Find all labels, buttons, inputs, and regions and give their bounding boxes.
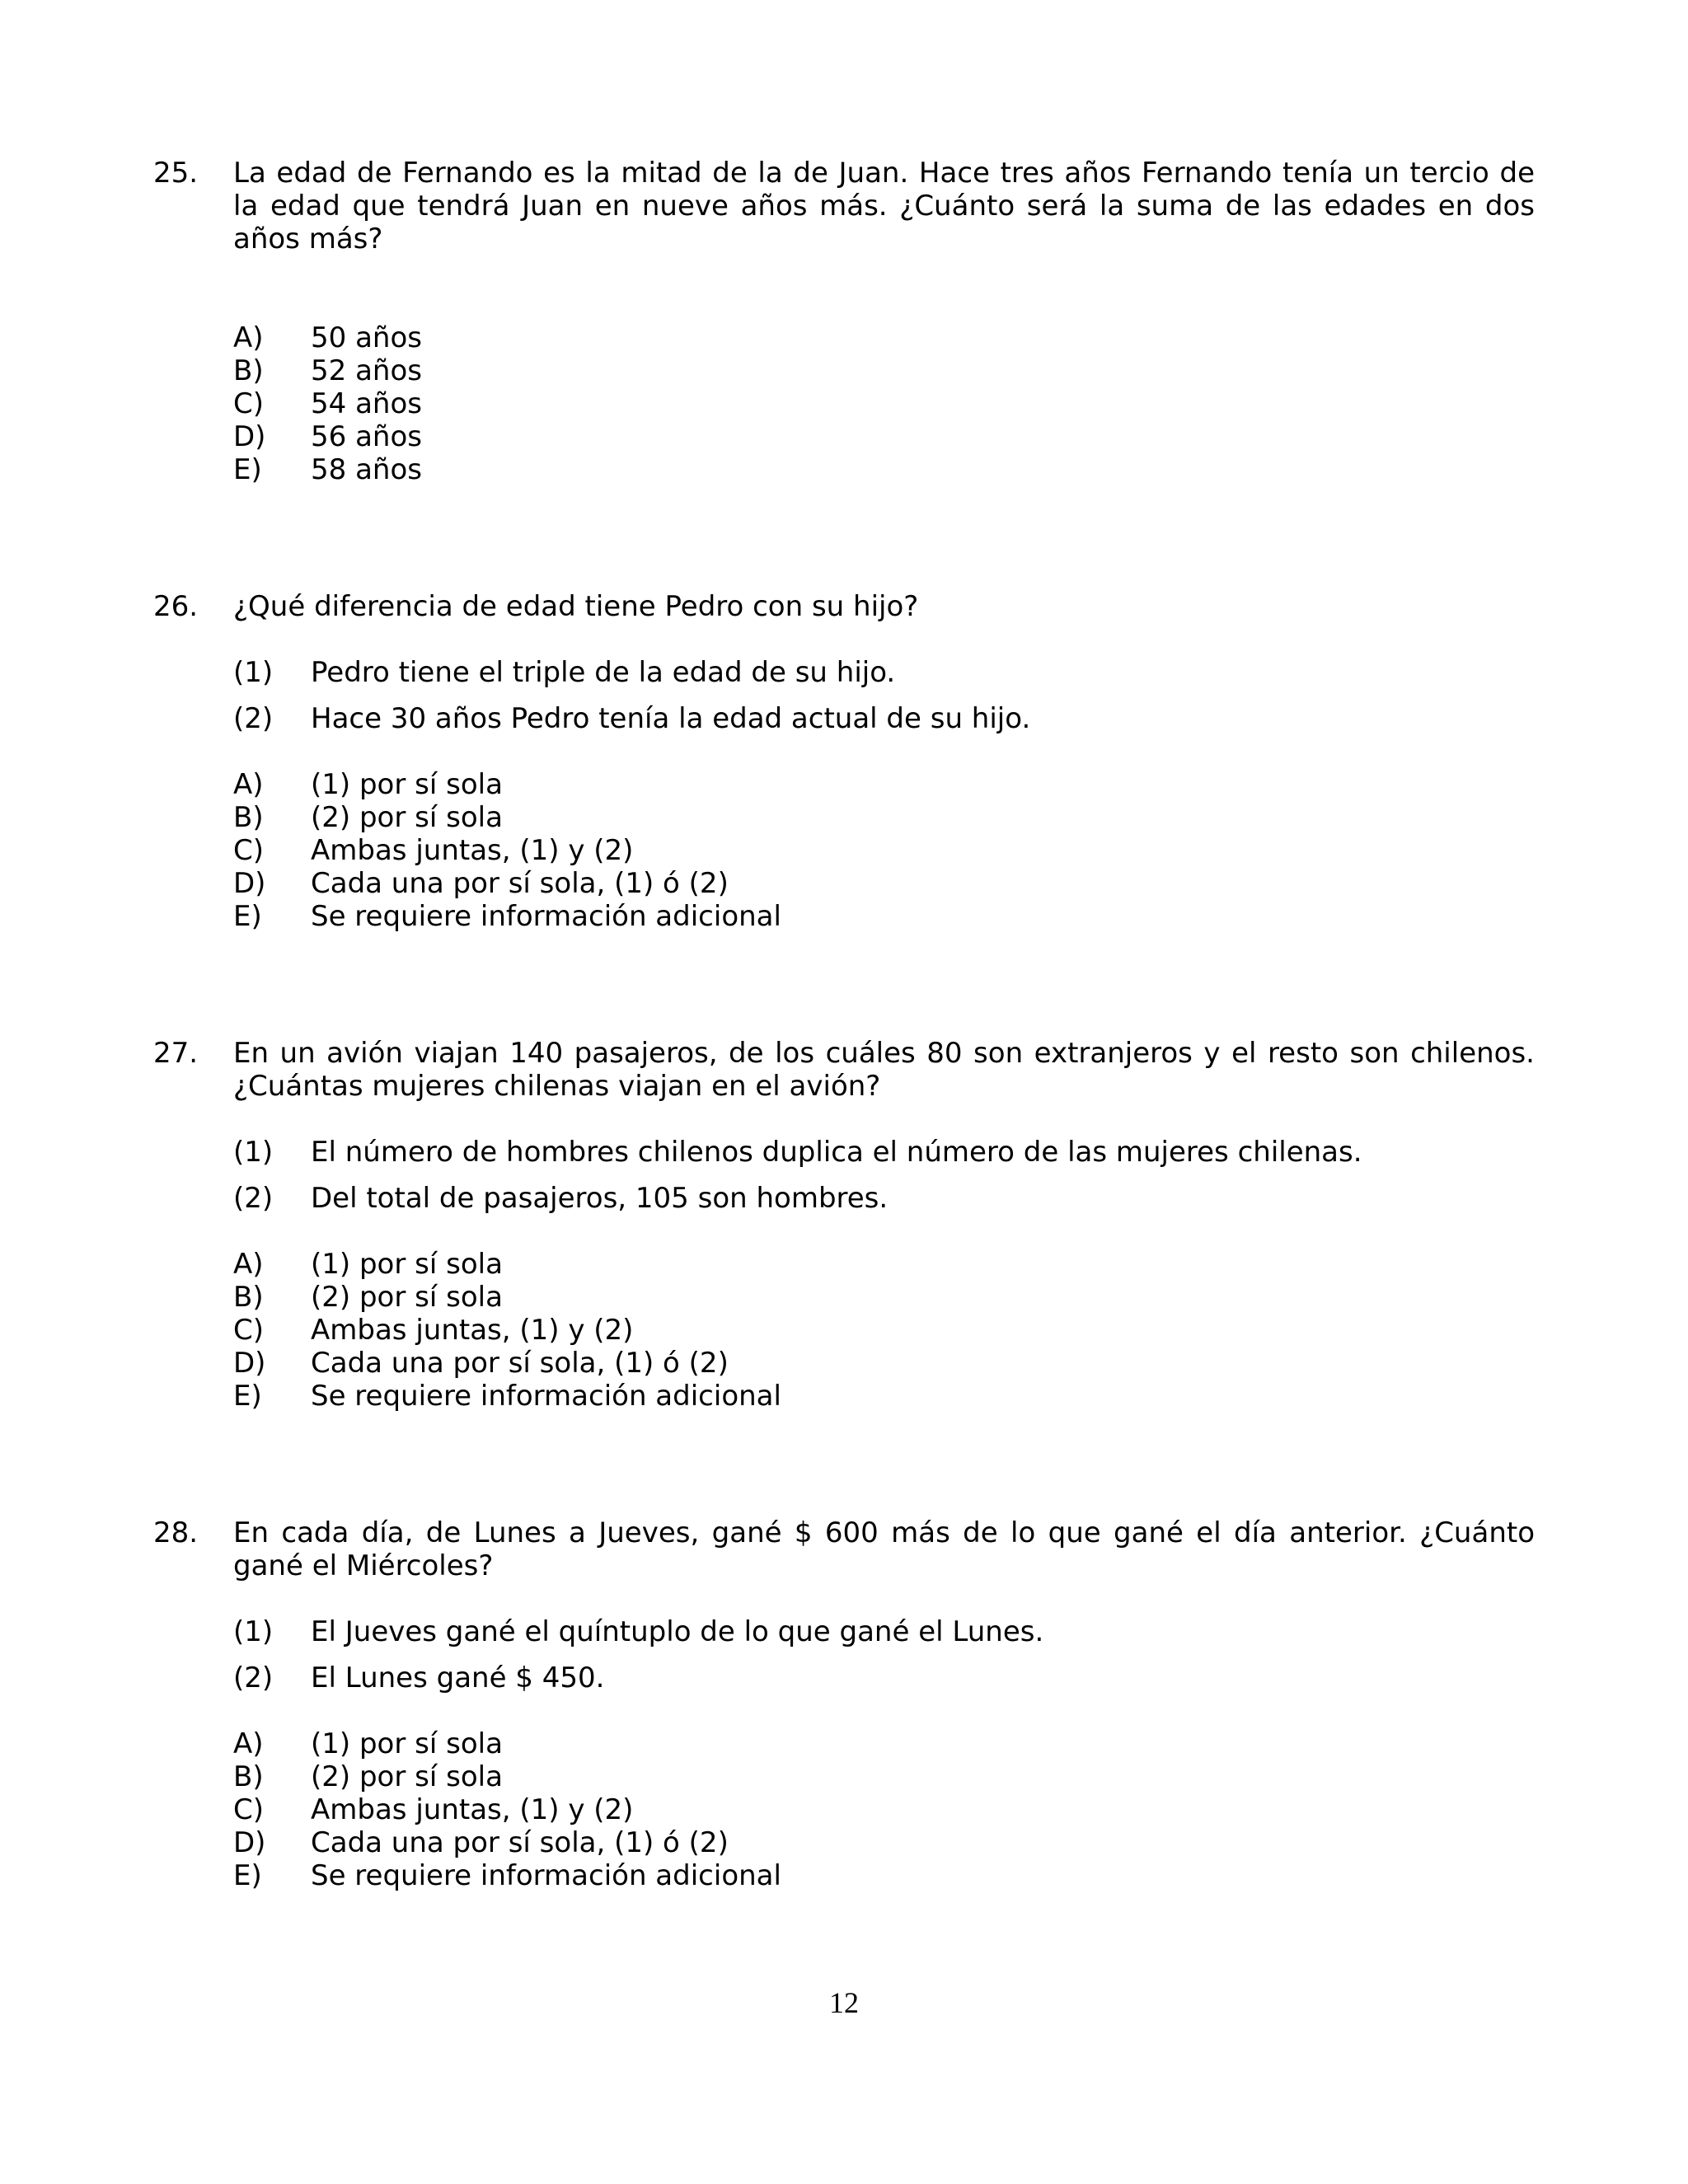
question-stem (153, 157, 1535, 255)
option-text: 58 años (311, 453, 422, 486)
option-text: Ambas juntas, (1) y (2) (311, 834, 634, 867)
option-label: E) (233, 1380, 262, 1413)
option-text: (1) por sí sola (311, 1727, 503, 1760)
statement-text: El número de hombres chilenos duplica el número de las mujeres chilenas. (311, 1136, 1362, 1169)
option-label: B) (233, 1760, 264, 1793)
statement-1 (233, 656, 1535, 689)
statement-list (233, 1615, 1535, 1694)
option-text: 56 años (311, 420, 422, 453)
question-25 (153, 157, 1535, 486)
option-c[interactable] (233, 387, 1535, 420)
question-text: En un avión viajan 140 pasajeros, de los cuáles 80 son extranjeros y el resto son chilenos. ¿Cuántas mujeres chilenas viajan en el avión? (233, 1037, 1535, 1103)
question-stem (153, 1516, 1535, 1582)
statement-1 (233, 1136, 1535, 1169)
option-c[interactable] (233, 1793, 1535, 1826)
option-text: Se requiere información adicional (311, 900, 781, 933)
question-text: ¿Qué diferencia de edad tiene Pedro con su hijo? (233, 590, 919, 623)
option-text: (2) por sí sola (311, 1281, 503, 1314)
option-a[interactable] (233, 321, 1535, 354)
question-28 (153, 1516, 1535, 1892)
statement-label: (1) (233, 1136, 274, 1169)
option-text: (1) por sí sola (311, 768, 503, 801)
option-text: Cada una por sí sola, (1) ó (2) (311, 1826, 729, 1859)
option-a[interactable] (233, 1727, 1535, 1760)
statement-text: El Jueves gané el quíntuplo de lo que gané el Lunes. (311, 1615, 1044, 1648)
option-text: (1) por sí sola (311, 1248, 503, 1281)
question-stem (153, 1037, 1535, 1103)
option-e[interactable] (233, 1380, 1535, 1413)
option-text: Cada una por sí sola, (1) ó (2) (311, 1347, 729, 1380)
option-label: D) (233, 1826, 266, 1859)
option-d[interactable] (233, 867, 1535, 900)
option-e[interactable] (233, 453, 1535, 486)
option-d[interactable] (233, 1347, 1535, 1380)
option-label: D) (233, 867, 266, 900)
option-label: E) (233, 453, 262, 486)
option-text: Ambas juntas, (1) y (2) (311, 1314, 634, 1347)
option-label: B) (233, 801, 264, 834)
option-b[interactable] (233, 354, 1535, 387)
option-label: B) (233, 1281, 264, 1314)
statement-2 (233, 1661, 1535, 1694)
option-list (233, 321, 1535, 486)
statement-2 (233, 702, 1535, 735)
option-c[interactable] (233, 834, 1535, 867)
question-number: 25. (153, 157, 199, 190)
question-stem (153, 590, 1535, 623)
question-text: La edad de Fernando es la mitad de la de Juan. Hace tres años Fernando tenía un tercio de la edad que tendrá Juan en nueve años más. ¿Cuánto será la suma de las edades en dos años más? (233, 157, 1535, 255)
statement-text: Pedro tiene el triple de la edad de su hijo. (311, 656, 896, 689)
option-label: C) (233, 1314, 265, 1347)
option-d[interactable] (233, 1826, 1535, 1859)
option-label: E) (233, 1859, 262, 1892)
statement-1 (233, 1615, 1535, 1648)
statement-2 (233, 1182, 1535, 1215)
option-label: B) (233, 354, 264, 387)
statement-text: Del total de pasajeros, 105 son hombres. (311, 1182, 889, 1215)
option-text: Se requiere información adicional (311, 1380, 781, 1413)
statement-list (233, 1136, 1535, 1215)
option-label: A) (233, 1248, 264, 1281)
statement-label: (1) (233, 1615, 274, 1648)
option-b[interactable] (233, 1281, 1535, 1314)
option-label: C) (233, 387, 265, 420)
option-label: D) (233, 1347, 266, 1380)
option-label: A) (233, 768, 264, 801)
option-c[interactable] (233, 1314, 1535, 1347)
option-text: Cada una por sí sola, (1) ó (2) (311, 867, 729, 900)
option-label: E) (233, 900, 262, 933)
option-e[interactable] (233, 1859, 1535, 1892)
option-a[interactable] (233, 1248, 1535, 1281)
statement-label: (2) (233, 1182, 274, 1215)
question-27 (153, 1037, 1535, 1413)
page-number: 12 (829, 1986, 859, 2019)
option-list (233, 1248, 1535, 1413)
option-text: 50 años (311, 321, 422, 354)
option-e[interactable] (233, 900, 1535, 933)
option-label: C) (233, 834, 265, 867)
option-b[interactable] (233, 801, 1535, 834)
statement-list (233, 656, 1535, 735)
question-number: 26. (153, 590, 199, 623)
statement-label: (2) (233, 702, 274, 735)
question-text: En cada día, de Lunes a Jueves, gané $ 600 más de lo que gané el día anterior. ¿Cuánto gané el Miércoles? (233, 1516, 1535, 1582)
option-text: Ambas juntas, (1) y (2) (311, 1793, 634, 1826)
option-text: Se requiere información adicional (311, 1859, 781, 1892)
option-label: C) (233, 1793, 265, 1826)
option-label: A) (233, 1727, 264, 1760)
option-b[interactable] (233, 1760, 1535, 1793)
option-label: D) (233, 420, 266, 453)
option-label: A) (233, 321, 264, 354)
option-text: 52 años (311, 354, 422, 387)
question-number: 27. (153, 1037, 199, 1070)
option-list (233, 1727, 1535, 1892)
option-text: 54 años (311, 387, 422, 420)
statement-label: (2) (233, 1661, 274, 1694)
option-a[interactable] (233, 768, 1535, 801)
statement-label: (1) (233, 656, 274, 689)
option-list (233, 768, 1535, 933)
statement-text: El Lunes gané $ 450. (311, 1661, 605, 1694)
option-d[interactable] (233, 420, 1535, 453)
option-text: (2) por sí sola (311, 1760, 503, 1793)
question-26 (153, 590, 1535, 933)
question-number: 28. (153, 1516, 199, 1549)
option-text: (2) por sí sola (311, 801, 503, 834)
statement-text: Hace 30 años Pedro tenía la edad actual de su hijo. (311, 702, 1031, 735)
